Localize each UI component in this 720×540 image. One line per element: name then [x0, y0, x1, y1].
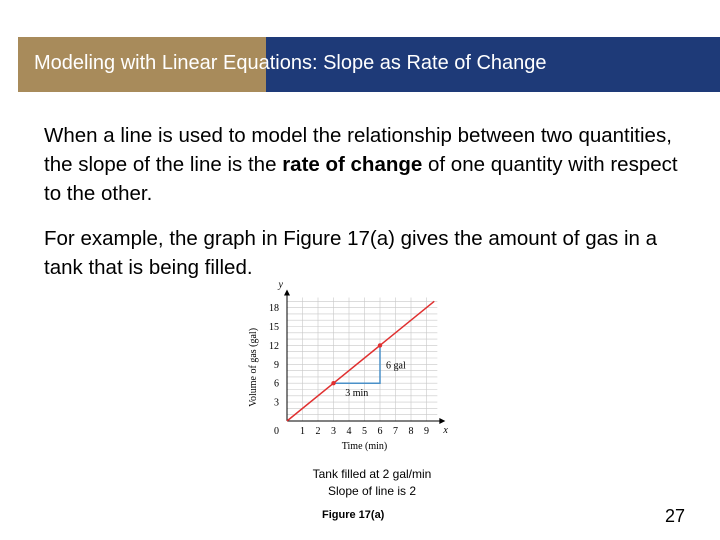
- y-tick-label: 18: [269, 303, 279, 315]
- x-tick-label: 1: [300, 426, 305, 437]
- example-paragraph: For example, the graph in Figure 17(a) gives the amount of gas in a tank that is being filled.: [44, 227, 658, 279]
- origin-label: 0: [274, 426, 279, 437]
- data-line: [287, 301, 434, 421]
- rise-label: 6 gal: [386, 360, 406, 372]
- x-tick-label: 9: [424, 426, 429, 437]
- y-tick-label: 6: [274, 378, 279, 390]
- x-axis-label: Time (min): [341, 441, 388, 452]
- x-tick-label: 2: [315, 426, 321, 437]
- x-tick-label: 7: [393, 426, 398, 437]
- intro-bold-term: rate of change: [282, 153, 423, 176]
- data-point: [378, 343, 382, 347]
- y-axis-arrow: [284, 290, 290, 296]
- gas-volume-chart: [240, 279, 455, 458]
- x-tick-label: 4: [346, 426, 352, 437]
- figure-label: Figure 17(a): [322, 509, 385, 521]
- x-tick-label: 5: [362, 426, 367, 437]
- x-axis-letter: x: [443, 425, 448, 436]
- x-axis-arrow: [439, 418, 445, 424]
- intro-text-after: of one quantity with respect to the other.: [44, 153, 678, 205]
- y-tick-label: 15: [269, 322, 279, 333]
- slide-title: Modeling with Linear Equations: Slope as Rate of Change: [34, 52, 547, 74]
- y-tick-label: 9: [274, 359, 279, 371]
- y-axis-letter: y: [278, 279, 283, 291]
- x-tick-label: 3: [331, 426, 336, 437]
- y-tick-label: 12: [269, 340, 279, 352]
- figure-caption-slope: Slope of line is 2: [327, 484, 417, 498]
- data-point: [331, 381, 335, 385]
- intro-paragraph: [44, 121, 694, 208]
- x-tick-label: 8: [408, 426, 414, 437]
- intro-text-before: When a line is used to model the relationship between two quantities, the slope of the line is the: [44, 124, 672, 176]
- page-number: 27: [665, 506, 686, 526]
- figure-caption-rate: Tank filled at 2 gal/min: [312, 467, 432, 481]
- run-label: 3 min: [345, 388, 369, 400]
- y-tick-label: 3: [274, 397, 279, 409]
- x-tick-label: 6: [377, 426, 383, 437]
- y-axis-label: Volume of gas (gal): [248, 327, 259, 407]
